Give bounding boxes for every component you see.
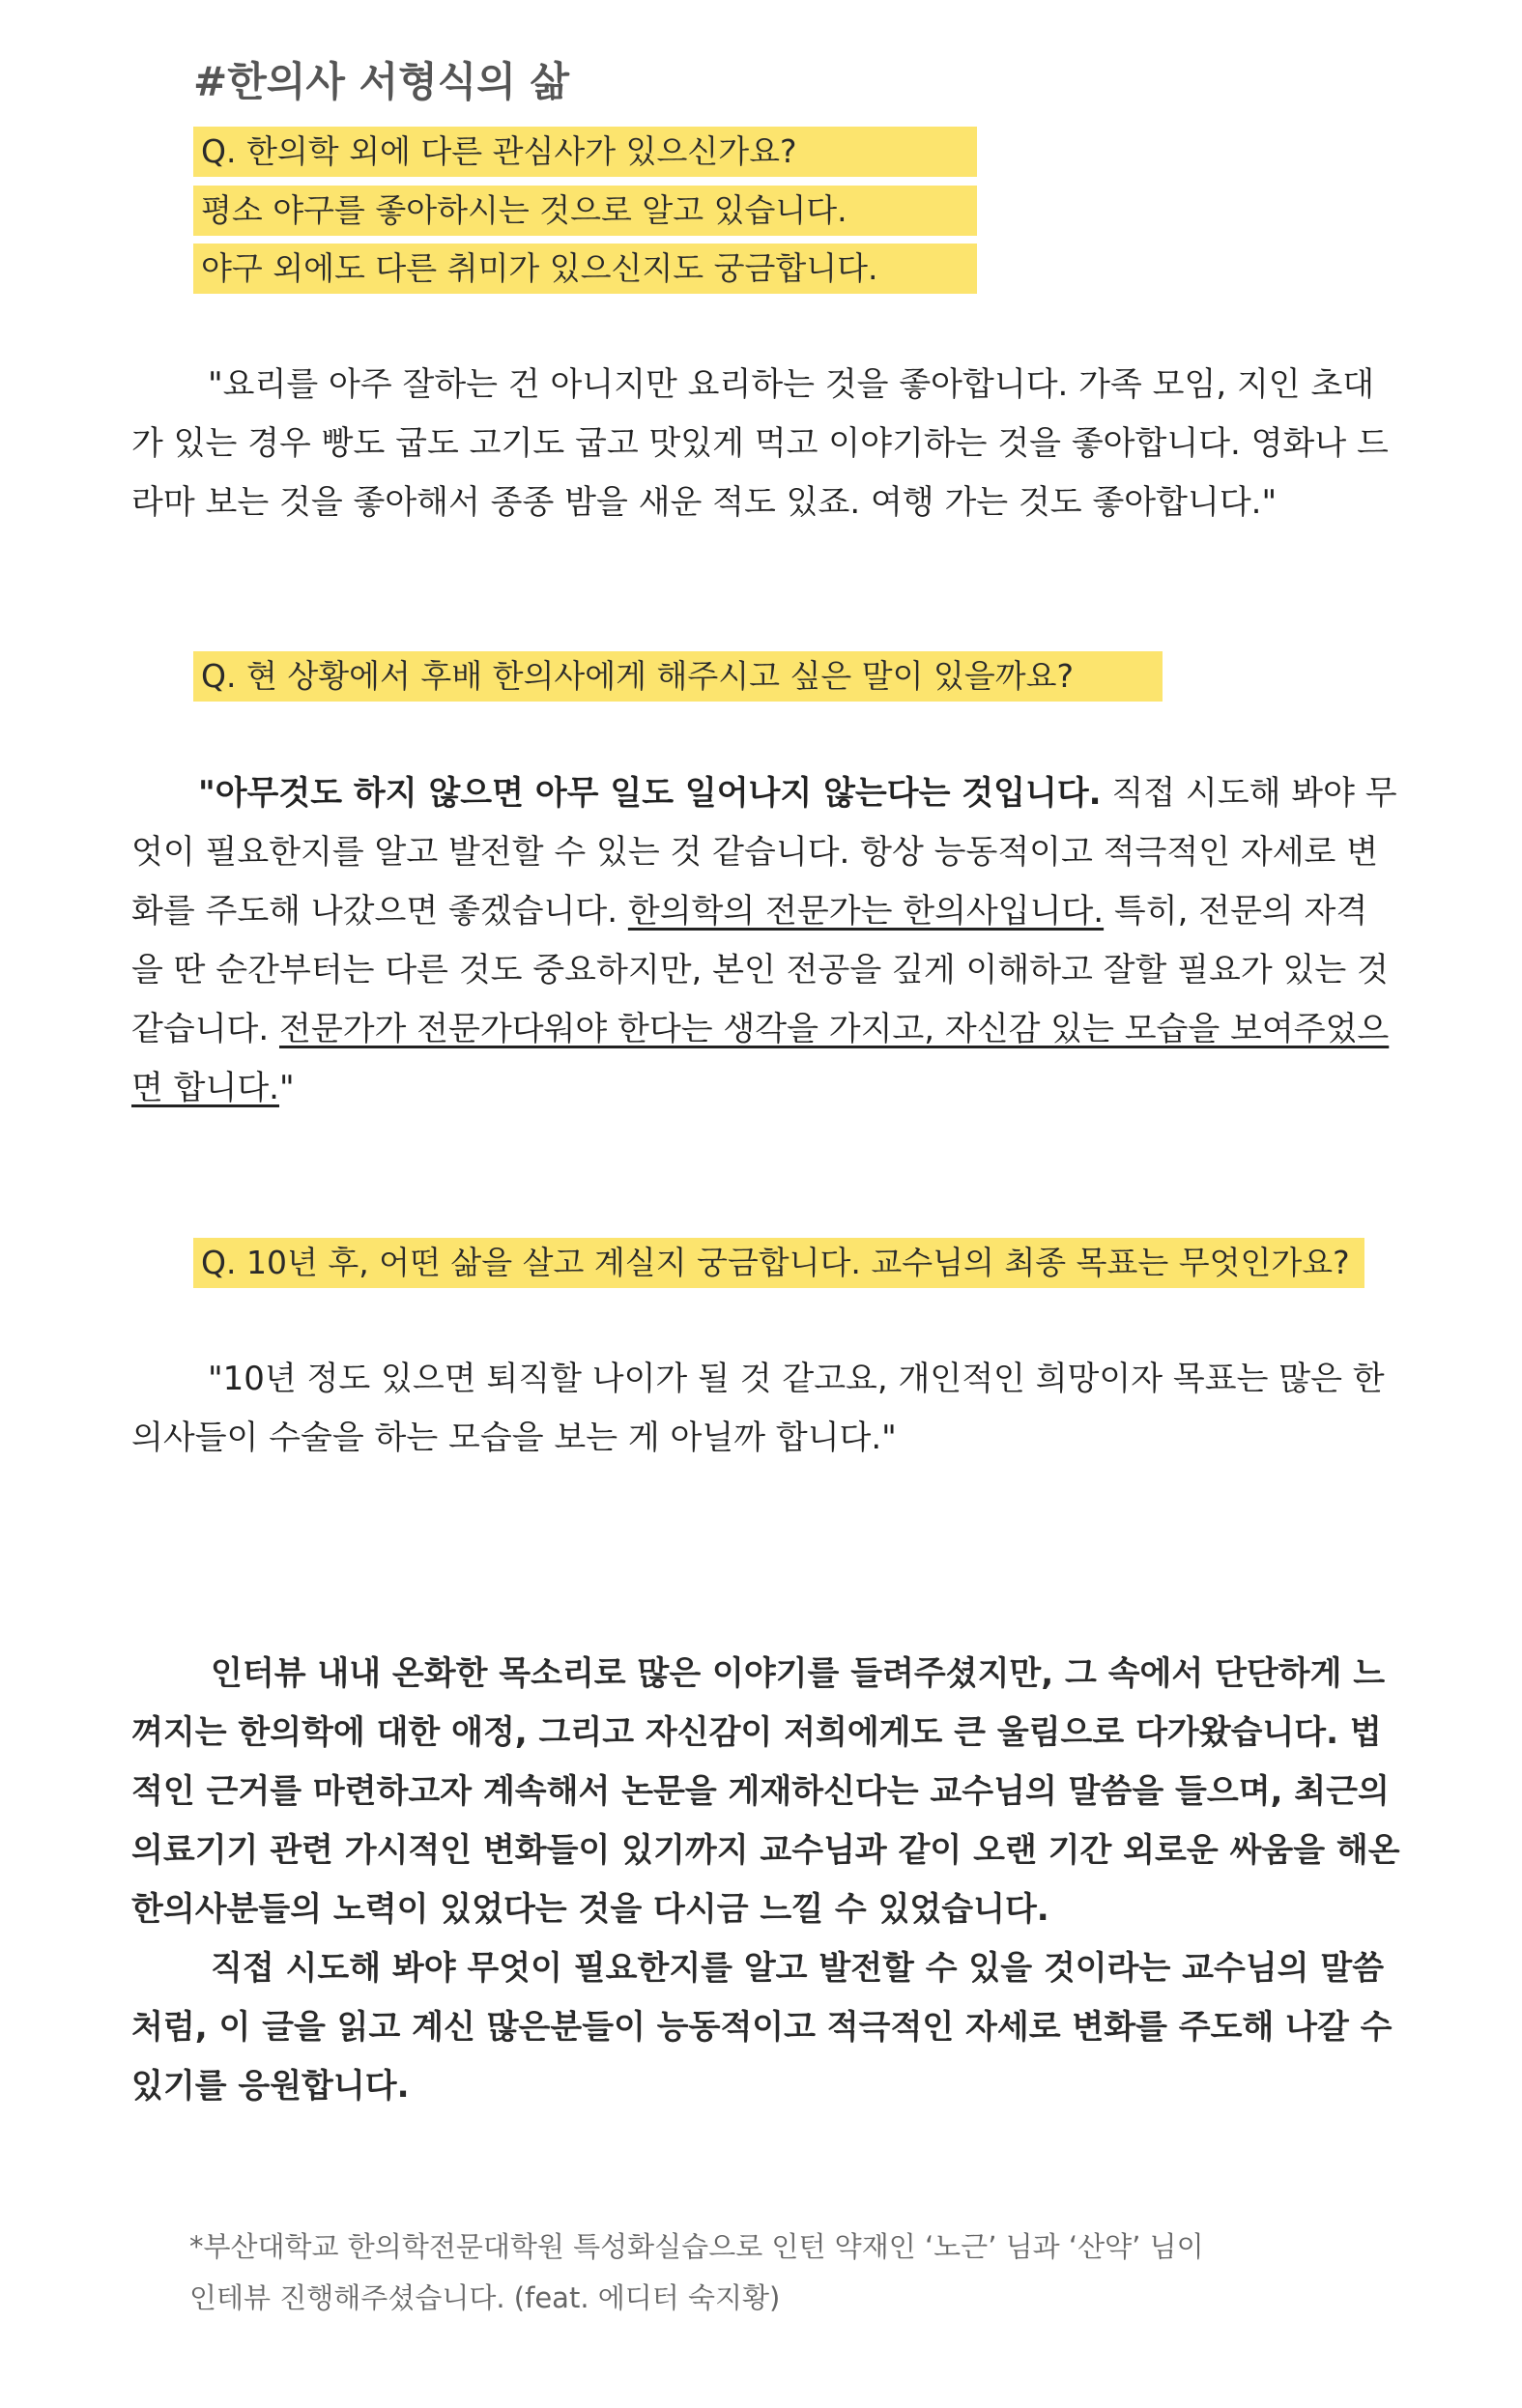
- closing-line-4: 의료기기 관련 가시적인 변화들이 있기까지 교수님과 같이 오랜 기간 외로운 싸움을 해온: [131, 1831, 1400, 1870]
- closing-line-7: 처럼, 이 글을 읽고 계신 많은분들이 능동적이고 적극적인 자세로 변화를 주도해 나갈 수: [131, 2008, 1393, 2047]
- question-3: Q. 10년 후, 어떤 삶을 살고 계실지 궁금합니다. 교수님의 최종 목표는 무엇인가요?: [193, 1238, 1364, 1288]
- answer-2-emphasis: "아무것도 하지 않으면 아무 일도 일어나지 않는다는 것입니다.: [198, 774, 1102, 813]
- question-1-line-3: 야구 외에도 다른 취미가 있으신지도 궁금합니다.: [193, 244, 977, 294]
- answer-3-line-2: 의사들이 수술을 하는 모습을 보는 게 아닐까 합니다.": [131, 1419, 897, 1457]
- question-1-line-1: Q. 한의학 외에 다른 관심사가 있으신가요?: [193, 127, 977, 177]
- answer-3-line-1: "10년 정도 있으면 퇴직할 나이가 될 것 같고요, 개인적인 희망이자 목표는 많은 한: [208, 1360, 1385, 1398]
- closing-line-8: 있기를 응원합니다.: [131, 2067, 410, 2106]
- closing-line-1: 인터뷰 내내 온화한 목소리로 많은 이야기를 들려주셨지만, 그 속에서 단단하게 느: [211, 1654, 1386, 1693]
- answer-1-line-3: 라마 보는 것을 좋아해서 종종 밤을 새운 적도 있죠. 여행 가는 것도 좋아합니다.": [131, 483, 1278, 522]
- answer-2-line-1: [198, 764, 1397, 823]
- answer-2-line-3-a: 화를 주도해 나갔으면 좋겠습니다.: [131, 892, 628, 931]
- footnote-line-1: *부산대학교 한의학전문대학원 특성화실습으로 인턴 약재인 ‘노근’ 님과 ‘산약’ 님이: [189, 2230, 1204, 2263]
- answer-2-line-5-a: 같습니다.: [131, 1010, 279, 1048]
- section-title: #한의사 서형식의 삶: [193, 58, 570, 105]
- closing-line-5: 한의사분들의 노력이 있었다는 것을 다시금 느낄 수 있었습니다.: [131, 1890, 1049, 1929]
- answer-1-line-1: "요리를 아주 잘하는 건 아니지만 요리하는 것을 좋아합니다. 가족 모임, 지인 초대: [208, 365, 1375, 404]
- answer-2-line-5: [131, 1000, 1389, 1059]
- answer-2-line-4: 을 딴 순간부터는 다른 것도 중요하지만, 본인 전공을 깊게 이해하고 잘할 필요가 있는 것: [131, 951, 1389, 989]
- answer-1-line-2: 가 있는 경우 빵도 굽도 고기도 굽고 맛있게 먹고 이야기하는 것을 좋아합니다. 영화나 드: [131, 424, 1389, 463]
- closing-line-2: 껴지는 한의학에 대한 애정, 그리고 자신감이 저희에게도 큰 울림으로 다가왔습니다. 법: [131, 1713, 1382, 1752]
- closing-line-6: 직접 시도해 봐야 무엇이 필요한지를 알고 발전할 수 있을 것이라는 교수님의 말씀: [211, 1949, 1385, 1988]
- footnote-line-2: 인테뷰 진행해주셨습니다. (feat. 에디터 숙지황): [189, 2281, 781, 2314]
- answer-2-line-3: [131, 882, 1367, 941]
- answer-2-line-6-b: ": [279, 1069, 295, 1107]
- answer-2-underline-1: 한의학의 전문가는 한의사입니다.: [627, 892, 1105, 931]
- answer-2-line-6: [131, 1059, 295, 1118]
- answer-2-underline-2: 전문가가 전문가다워야 한다는 생각을 가지고, 자신감 있는 모습을 보여주었으: [279, 1010, 1390, 1048]
- question-2: Q. 현 상황에서 후배 한의사에게 해주시고 싶은 말이 있을까요?: [193, 651, 1163, 702]
- answer-2-line-3-b: 특히, 전문의 자격: [1104, 892, 1368, 931]
- question-1-line-2: 평소 야구를 좋아하시는 것으로 알고 있습니다.: [193, 186, 977, 236]
- answer-2-line-2: 엇이 필요한지를 알고 발전할 수 있는 것 같습니다. 항상 능동적이고 적극적인 자세로 변: [131, 833, 1379, 872]
- answer-2-underline-3: 면 합니다.: [131, 1069, 279, 1107]
- answer-2-line-1-rest: 직접 시도해 봐야 무: [1101, 774, 1397, 813]
- closing-line-3: 적인 근거를 마련하고자 계속해서 논문을 게재하신다는 교수님의 말씀을 들으며, 최근의: [131, 1772, 1390, 1811]
